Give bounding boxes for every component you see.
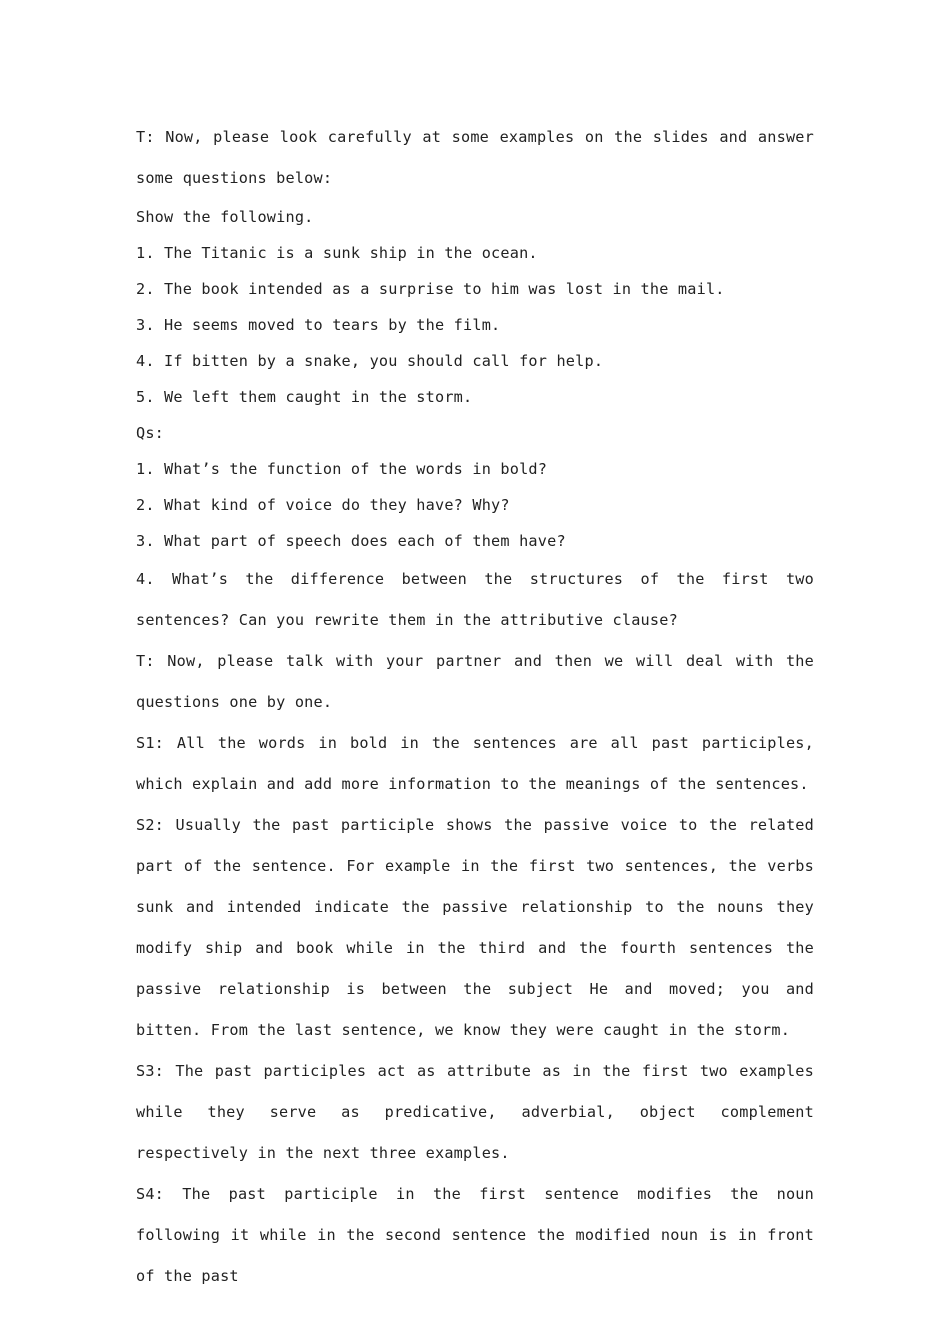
- question-3: 3. What part of speech does each of them have?: [136, 532, 566, 550]
- example-sentence-1: 1. The Titanic is a sunk ship in the ocean.: [136, 244, 538, 262]
- example-sentence-4: 4. If bitten by a snake, you should call for help.: [136, 352, 604, 370]
- paragraph-teacher-discussion: T: Now, please talk with your partner and then we will deal with the questions one by one.: [136, 652, 814, 711]
- example-sentence-5: 5. We left them caught in the storm.: [136, 388, 473, 406]
- questions-heading: Qs:: [136, 424, 165, 442]
- example-sentence-3: 3. He seems moved to tears by the film.: [136, 316, 501, 334]
- paragraph-student-3: S3: The past participles act as attribute as in the first two examples while they serve as predicative, adverbial, object complement respectively in the next three examples.: [136, 1062, 814, 1162]
- paragraph-student-4: S4: The past participle in the first sentence modifies the noun following it while in the second sentence the modified noun is in front of the past: [136, 1185, 814, 1285]
- example-sentence-2: 2. The book intended as a surprise to him was lost in the mail.: [136, 280, 725, 298]
- paragraph-show-following: Show the following.: [136, 208, 314, 226]
- paragraph-student-1: S1: All the words in bold in the sentences are all past participles, which explain and add more information to the meanings of the sentences.: [136, 734, 814, 793]
- question-2: 2. What kind of voice do they have? Why?: [136, 496, 510, 514]
- question-4: 4. What’s the difference between the structures of the first two sentences? Can you rewrite them in the attributive clause?: [136, 570, 814, 629]
- paragraph-teacher-intro: T: Now, please look carefully at some examples on the slides and answer some questions below:: [136, 128, 814, 187]
- question-1: 1. What’s the function of the words in bold?: [136, 460, 548, 478]
- document-body: [136, 117, 814, 1297]
- paragraph-student-2: S2: Usually the past participle shows the passive voice to the related part of the sentence. For example in the first two sentences, the verbs sunk and intended indicate the passive relationship to the nouns they modify ship and book while in the third and the fourth sentences the passive relationship is between the subject He and moved; you and bitten. From the last sentence, we know they were caught in the storm.: [136, 816, 814, 1039]
